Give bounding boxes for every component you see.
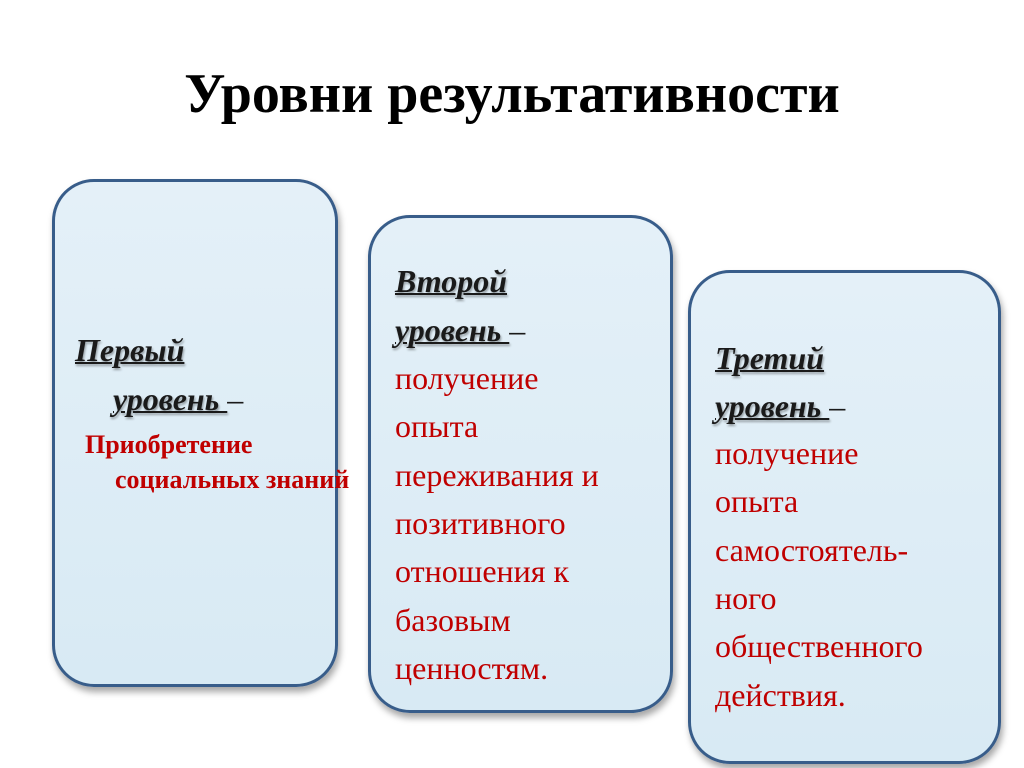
level-heading-second-dash: – xyxy=(509,312,526,348)
level-heading-first-word: Первый xyxy=(75,332,185,368)
level-heading-first-dash: – xyxy=(227,381,244,417)
level-heading-first-sub xyxy=(113,377,243,422)
slide-title: Уровни результативности xyxy=(184,63,840,125)
level-heading-second xyxy=(395,259,507,304)
level-description-second: получение опыта переживания и позитивного отношения к базовым ценностям. xyxy=(395,360,599,686)
level-heading-third-word: Третий xyxy=(715,340,825,376)
level-heading-first xyxy=(75,328,184,373)
level-description-third: получение опыта самостоятель- ного общественного действия. xyxy=(715,435,923,713)
level-heading-third-dash: – xyxy=(829,388,846,424)
level-heading-second-level-word: уровень xyxy=(395,312,510,348)
level-heading-third-level-word: уровень xyxy=(715,388,830,424)
level-heading-second-word: Второй xyxy=(395,263,507,299)
level-description-first: Приобретение социальных знаний xyxy=(85,430,350,494)
level-heading-first-level-word: уровень xyxy=(113,381,228,417)
level-heading-second-sub xyxy=(395,308,525,353)
level-heading-third-sub xyxy=(715,384,845,429)
level-heading-third xyxy=(715,336,824,381)
